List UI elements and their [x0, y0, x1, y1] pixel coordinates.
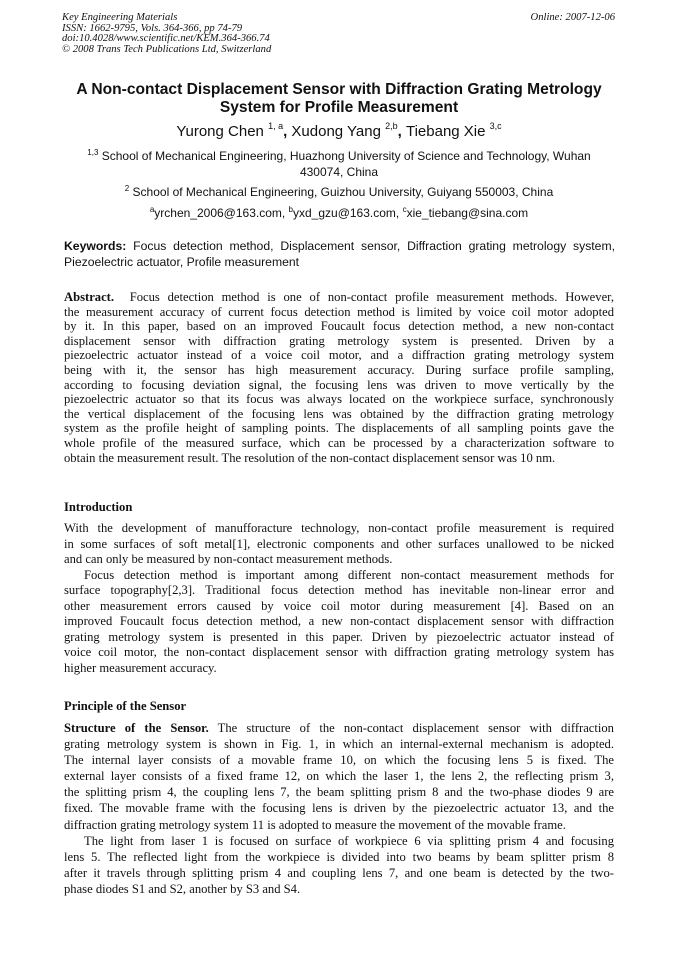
paragraph-line: whole profile of the measured surface, which can be processed by a characterization software to — [64, 435, 614, 450]
aff-text: School of Mechanical Engineering, Guizhou University, Guiyang 550003, China — [132, 185, 554, 199]
author-name: Xudong Yang — [291, 123, 381, 140]
title-line: System for Profile Measurement — [219, 99, 459, 116]
abstract — [64, 290, 614, 465]
aff-sup: 1,3 — [87, 148, 99, 157]
journal-name: Key Engineering Materials — [62, 12, 178, 23]
author-sup: 1, a — [268, 121, 284, 131]
abstract-label: Abstract. — [64, 290, 115, 304]
paragraph-line: the splitting prism 4, the coupling lens 7, the beam splitting prism 8 and the two-phase diodes 9 are — [64, 785, 614, 800]
keywords-text: Focus detection method, Displacement sensor, Diffraction grating metrology system, — [133, 239, 616, 253]
issn: ISSN: 1662-9795, Vols. 364-366, pp 74-79 — [62, 22, 243, 34]
paragraph-line: higher measurement accuracy. — [64, 660, 217, 675]
paragraph-line: grating metrology system is presented in this paper. Driven by piezoelectric actuator instead of — [64, 629, 614, 644]
keywords-text: Piezoelectric actuator, Profile measurement — [64, 254, 300, 269]
subsection-label: Structure of the Sensor. — [64, 721, 209, 735]
paragraph-line: With the development of manufforacture technology, non-contact profile measurement is required — [64, 521, 614, 535]
paragraph-line: external layer consists of a fixed frame 12, on which the laser 1, the lens 2, the reflecting prism 3, — [64, 769, 614, 784]
paragraph-line: system as the profile height of sampling points. The displacements of all sampling points gave the — [64, 421, 614, 436]
affiliation-1 — [40, 149, 638, 180]
aff-text: School of Mechanical Engineering, Huazhong University of Science and Technology, Wuhan — [101, 149, 591, 163]
author-name: Tiebang Xie — [405, 123, 486, 140]
paragraph-line: the vertical displacement of the focusing lens was obtained by the diffraction grating metrology — [64, 406, 614, 421]
aff-sup: 2 — [124, 184, 130, 193]
paragraph-line: surface topography[2,3]. Traditional focus detection method has inevitable non-linear error and — [64, 583, 614, 597]
email-link[interactable]: xie_tiebang@sina.com — [406, 206, 529, 220]
paragraph-line: and can only be measured by non-contact measurement methods. — [64, 552, 393, 566]
email-sup: b — [288, 205, 293, 214]
author-sup: 3,c — [489, 121, 502, 131]
paragraph-line: other measurement errors caused by voice coil motor during measurement [4]. Based on an — [64, 598, 614, 613]
paragraph-line: by it. In this paper, based on an improved Foucault focus detection method, a new non-contact — [64, 319, 614, 334]
aff-text: 430074, China — [299, 164, 379, 179]
paragraph-line: voice coil motor, the non-contact displacement sensor with diffraction grating metrology system has — [64, 645, 614, 659]
author-list: Yurong Chen $^{1, a}$, Xudong Yang $^{2,b}$, Tiebang Xie $^{3,c}$ — [176, 121, 502, 140]
paragraph-line: The structure of the non-contact displacement sensor with diffraction — [217, 721, 614, 735]
author-name: Yurong Chen — [176, 123, 264, 140]
online-date: Online: 2007-12-06 — [530, 12, 615, 23]
journal-header — [62, 13, 615, 56]
abstract-line: Focus detection method is one of non-contact profile measurement methods. However, — [129, 290, 614, 304]
paragraph-line: according to focusing deviation signal, the focusing lens was driven to move vertically by the — [64, 377, 614, 392]
principle-section — [64, 699, 614, 897]
paragraph-line: piezoelectric actuator so that its focus was always located on the workpiece surface, synchronously — [64, 392, 614, 407]
paragraph-line: displacement sensor with diffraction grating metrology system is presented. Driven by a — [64, 333, 614, 348]
paragraph-line: improved Foucault focus detection method, a new non-contact displacement sensor with diffraction — [64, 614, 614, 628]
paragraph-line: The light from laser 1 is focused on surface of workpiece 6 via splitting prism 4 and focusing — [84, 833, 614, 848]
email-sup: c — [402, 205, 407, 214]
paragraph-line: fixed. The movable frame with the focusing lens is driven by the piezoelectric actuator 13, and the — [64, 801, 614, 816]
title-line: A Non-contact Displacement Sensor with Diffraction Grating Metrology — [76, 81, 602, 98]
emails — [40, 206, 638, 222]
doi[interactable]: doi:10.4028/www.scientific.net/KEM.364-366.74 — [62, 33, 270, 45]
paragraph-line: diffraction grating metrology system 11 is adopted to measure the movement of the movable frame. — [64, 817, 566, 832]
paragraph-line: after it travels through splitting prism 4 and coupling lens 7, and one beam is detected by the two- — [64, 865, 614, 880]
affiliation-2 — [40, 185, 638, 201]
email-link[interactable]: yxd_gzu@163.com, — [293, 206, 403, 220]
paragraph-line: The internal layer consists of a movable frame 10, on which the focusing lens 5 is fixed. The — [64, 753, 614, 768]
paragraph-line: the measurement accuracy of current focus detection method is limited by voice coil motor adopted — [64, 304, 614, 319]
paragraph-line: in some surfaces of soft metal[1], electronic components and other surfaces unallowed to be nicked — [64, 536, 614, 551]
email-link[interactable]: yrchen_2006@163.com, — [154, 206, 289, 220]
email-sup: a — [149, 205, 155, 214]
paper-title — [40, 81, 638, 117]
copyright: © 2008 Trans Tech Publications Ltd, Switzerland — [62, 44, 272, 56]
paragraph-line: Focus detection method is important among different non-contact measurement methods for — [84, 567, 614, 582]
paragraph-line: being with it, the sensor has high measurement accuracy. During surface profile sampling, — [64, 362, 614, 377]
keywords — [64, 239, 615, 271]
paragraph-line: grating metrology system is shown in Fig. 1, in which an internal-external mechanism is adopted. — [64, 737, 614, 752]
section-heading: Principle of the Sensor — [64, 699, 187, 713]
author-sup: 2,b — [385, 121, 398, 131]
paragraph-line: piezoelectric actuator instead of a voice coil motor, and a diffraction grating metrology system — [64, 348, 614, 363]
paragraph-line: phase diodes S1 and S2, another by S3 and S4. — [64, 881, 301, 896]
paragraph-line: lens 5. The reflected light from the workpiece is divided into two beams by beam splitter prism 8 — [64, 849, 614, 864]
keywords-label: Keywords: — [64, 239, 127, 253]
introduction-section — [64, 500, 614, 676]
section-heading: Introduction — [64, 500, 133, 514]
paragraph-line: obtain the measurement result. The resolution of the non-contact displacement sensor was 10 nm. — [64, 450, 556, 465]
